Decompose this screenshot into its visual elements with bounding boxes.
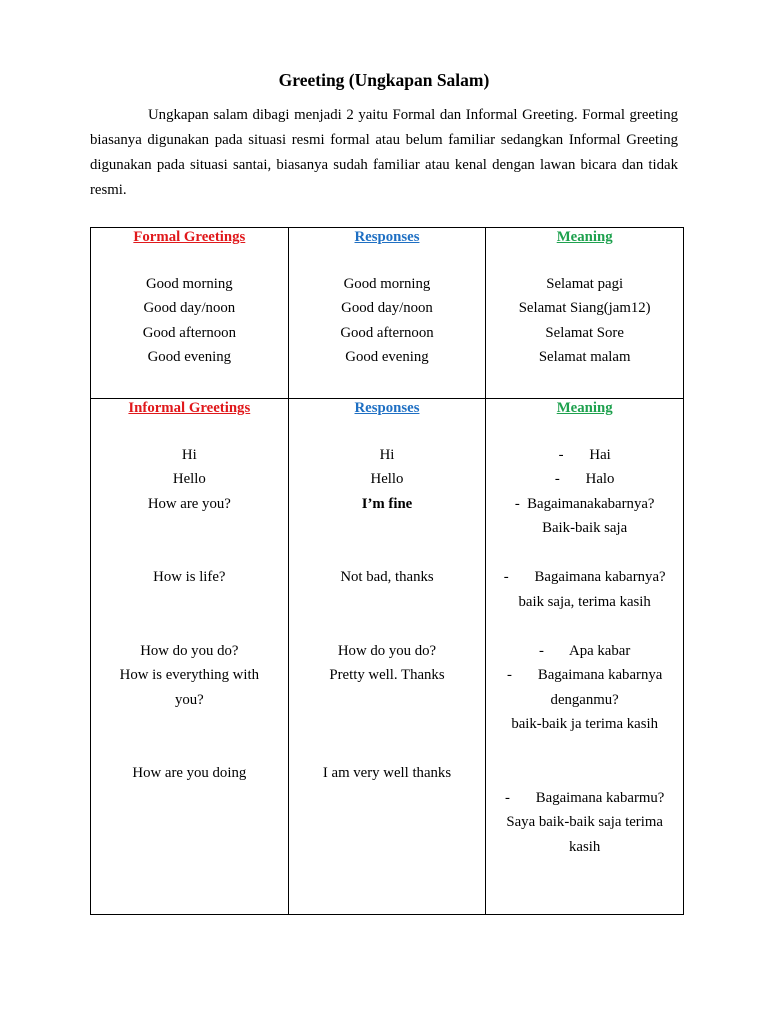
list-item: - Hai — [558, 446, 611, 463]
list-item: Good evening — [345, 349, 429, 365]
list-item: Selamat Siang(jam12) — [518, 300, 651, 316]
list-item: Good day/noon — [341, 300, 433, 316]
list-item: I’m fine — [361, 495, 413, 512]
list-item: Baik-baik saja — [542, 520, 628, 536]
list-item: - Bagaimanakabarnya? — [514, 495, 655, 512]
list-item: How are you doing — [132, 765, 247, 781]
list-item: baik-baik ja terima kasih — [511, 716, 658, 732]
list-item: Hi — [379, 446, 395, 463]
informal-meaning-cell — [486, 399, 684, 915]
list-item: Good afternoon — [142, 324, 236, 341]
list-item: How is life? — [153, 569, 226, 585]
list-item: Hello — [172, 471, 206, 487]
intro-paragraph: Ungkapan salam dibagi menjadi 2 yaitu Formal dan Informal Greeting. Formal greeting biasanya digunakan pada situasi resmi formal atau belum familiar sedangkan Informal Greeting digunakan pada situasi santai, biasanya sudah familiar atau kenal dengan lawan bicara dan tidak resmi. — [90, 107, 678, 198]
formal-meaning-cell — [486, 228, 684, 399]
list-item: I am very well thanks — [322, 765, 452, 781]
list-item: Not bad, thanks — [340, 569, 434, 585]
list-item: you? — [174, 691, 204, 708]
formal-row — [91, 228, 684, 399]
list-item: Saya baik-baik saja terima — [506, 814, 663, 830]
formal-responses-cell — [288, 228, 486, 399]
informal-meaning-header: Meaning — [556, 400, 613, 416]
list-item: baik saja, terima kasih — [518, 593, 651, 610]
list-item: kasih — [569, 838, 601, 855]
list-item: How are you? — [147, 495, 231, 512]
informal-responses-cell — [288, 399, 486, 915]
list-item: How do you do? — [337, 642, 437, 659]
informal-greetings-header: Informal Greetings — [128, 400, 251, 416]
list-item: denganmu? — [550, 691, 619, 708]
formal-greetings-header: Formal Greetings — [133, 229, 246, 245]
list-item: Good morning — [145, 275, 233, 292]
list-item: - Bagaimana kabarnya? — [503, 569, 666, 585]
list-item: Good evening — [147, 349, 232, 365]
list-item: - Halo — [554, 471, 615, 487]
informal-row — [91, 399, 684, 915]
list-item: Good day/noon — [143, 300, 236, 316]
informal-responses-header: Responses — [354, 400, 420, 416]
formal-meaning-header: Meaning — [556, 229, 613, 245]
list-item: How is everything with — [119, 667, 259, 683]
list-item: Selamat malam — [538, 349, 631, 365]
list-item: Hello — [370, 471, 404, 487]
greetings-table — [90, 227, 684, 915]
list-item: How do you do? — [140, 642, 239, 659]
informal-greetings-cell — [91, 399, 289, 915]
formal-greetings-cell — [91, 228, 289, 399]
list-item: - Bagaimana kabarmu? — [504, 789, 665, 806]
list-item: Selamat pagi — [546, 275, 624, 292]
list-item: - Apa kabar — [539, 642, 631, 659]
list-item: Hi — [181, 446, 197, 463]
list-item: Selamat Sore — [545, 324, 624, 341]
list-item: Pretty well. Thanks — [329, 667, 445, 683]
list-item: Good afternoon — [340, 324, 434, 341]
page-title: Greeting (Ungkapan Salam) — [278, 70, 490, 90]
list-item: Good morning — [343, 275, 431, 292]
formal-responses-header: Responses — [354, 229, 420, 245]
list-item: - Bagaimana kabarnya — [507, 667, 663, 683]
